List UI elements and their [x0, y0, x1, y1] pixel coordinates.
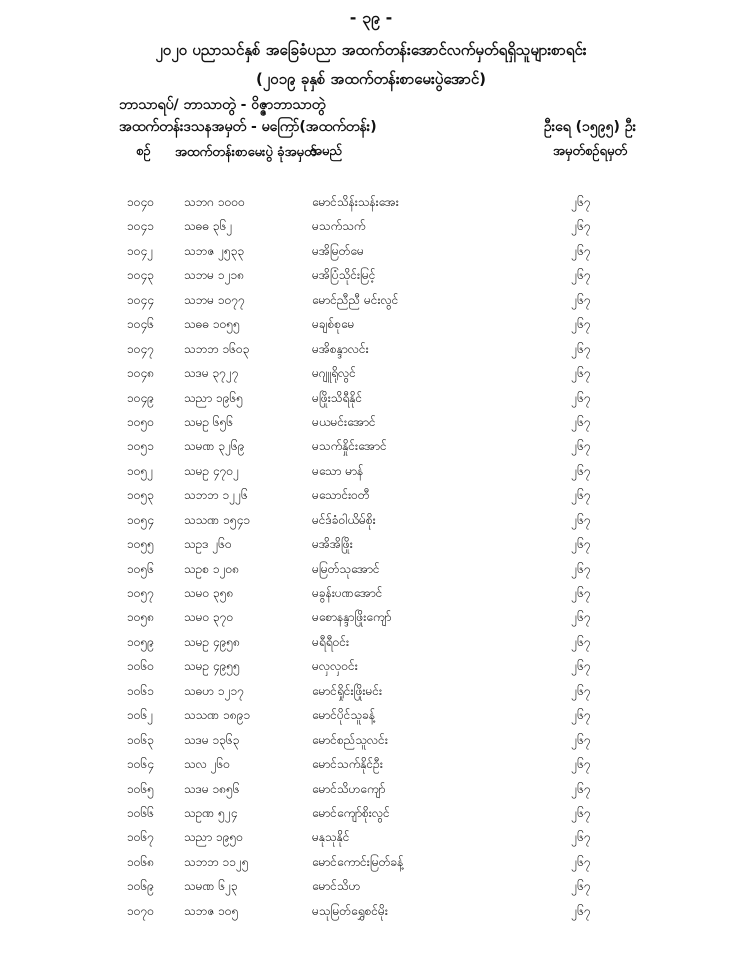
student-name: မောင်ရှိုင်းဖြိုးမင်း [312, 683, 383, 698]
registration-number: သမဏ ၃၂၆၉ [184, 439, 245, 454]
row-number: ၁၀၅၃ [127, 488, 154, 503]
student-name: မလှလှဝင်း [312, 659, 358, 674]
table-row [0, 728, 742, 752]
row-number: ၁၀၄၁ [127, 219, 154, 234]
result-value: ၂၆၇ [571, 879, 591, 894]
row-number: ၁၀၄၇ [127, 341, 154, 356]
result-value: ၂၆၇ [571, 854, 591, 869]
row-number: ၁၀၄၂ [127, 243, 154, 258]
registration-number: သညာ ၁၉၆၅ [184, 390, 243, 405]
table-row [0, 483, 742, 507]
result-value: ၂၆၇ [571, 195, 591, 209]
table-row [0, 214, 742, 238]
result-value: ၂၆၇ [571, 463, 591, 478]
student-name: မောင်ကောင်းမြတ်ခန့် [312, 854, 404, 869]
result-value: ၂၆၇ [571, 317, 591, 332]
registration-number: သဘဘ ၁၂၂၆ [184, 488, 248, 503]
registration-number: သဒမ ၁၈၅၆ [184, 781, 240, 796]
results-table [0, 190, 742, 923]
registration-number: သမဏ ၆၂၃ [184, 879, 238, 894]
table-row [0, 899, 742, 923]
result-value: ၂၆၇ [571, 219, 591, 234]
table-row [0, 361, 742, 385]
table-row [0, 752, 742, 776]
registration-number: သဘမ ၁၀၇၇ [184, 292, 245, 307]
row-number: ၁၀၄၉ [127, 390, 154, 405]
result-value: ၂၆၇ [571, 634, 591, 649]
result-value: ၂၆၇ [571, 341, 591, 356]
registration-number: သဘဇ ၁၀၅ [184, 903, 239, 918]
row-number: ၁၀၅၁ [127, 439, 154, 454]
student-name: မဂျူရိုလွင် [312, 366, 356, 381]
table-row [0, 190, 742, 214]
result-value: ၂၆၇ [571, 561, 591, 576]
registration-number: သဥစ ၁၂၀၈ [184, 561, 240, 576]
student-name: မရီရီဝင်း [312, 634, 350, 649]
location-line: အထက်တန်းဒသနအမှတ် - မကြော်(အထက်တန်း) [119, 119, 377, 135]
row-number: ၁၀၆၁ [127, 683, 154, 698]
document-title: ၂၀၂၀ ပညာသင်နှစ် အခြေခံပညာ အထက်တန်းအောင်လက်မှတ်ရရှိသူများစာရင်း [155, 41, 587, 59]
result-value: ၂၆၇ [571, 805, 591, 820]
row-number: ၁၀၆၆ [127, 805, 154, 820]
student-name: မသောင်းဝတီ [312, 488, 370, 503]
result-value: ၂၆၇ [571, 414, 591, 429]
row-number: ၁၀၆၄ [127, 757, 154, 772]
result-value: ၂၆၇ [571, 586, 591, 600]
row-number: ၁၀၆၃ [127, 732, 154, 747]
registration-number: သဘမ ၁၂၁၈ [184, 268, 245, 283]
column-header-name: အမည် [310, 144, 342, 159]
result-value: ၂၆၇ [571, 610, 591, 625]
student-name: မောင်သိဟ [312, 879, 361, 894]
row-number: ၁၀၆၈ [127, 854, 155, 869]
student-name: မသက်သက် [312, 219, 366, 234]
student-name: မချစ်စုမေ [312, 317, 355, 332]
table-row [0, 581, 742, 605]
result-value: ၂၆၇ [571, 512, 591, 527]
table-row [0, 508, 742, 532]
result-value: ၂၆၇ [571, 390, 591, 405]
registration-number: သဘဘ ၁၆၀၃ [184, 341, 250, 356]
result-value: ၂၆၇ [571, 659, 591, 674]
registration-number: သဘဂ ၁၀၀၀ [184, 195, 245, 209]
row-number: ၁၀၅၄ [127, 512, 154, 527]
student-count: ဦးရေ (၁၅၉၅) ဦး [543, 119, 637, 135]
table-row [0, 654, 742, 678]
row-number: ၁၀၄၀ [127, 195, 154, 209]
result-value: ၂၆၇ [571, 268, 591, 283]
document-subtitle: (၂၀၁၉ ခုနှစ် အထက်တန်းစာမေးပွဲအောင်) [255, 70, 487, 88]
row-number: ၁၀၄၃ [127, 268, 154, 283]
result-value: ၂၆၇ [571, 903, 591, 918]
result-value: ၂၆၇ [571, 439, 591, 454]
table-row [0, 263, 742, 287]
result-value: ၂၆၇ [571, 366, 591, 381]
result-value: ၂၆၇ [571, 781, 591, 796]
registration-number: သမဥ ၆၅၆ [184, 414, 234, 429]
row-number: ၁၀၄၆ [127, 317, 154, 332]
registration-number: သဓဓ ၁၀၅၅ [184, 317, 240, 332]
registration-number: သဥဒ ၂၆၀ [184, 537, 232, 552]
registration-number: သမဥ ၄၉၅၈ [184, 634, 241, 649]
result-value: ၂၆၇ [571, 683, 591, 698]
row-number: ၁၀၅၈ [127, 610, 155, 625]
student-name: မင်ဒ်ခံဝါယိမ်စိုး [312, 512, 376, 527]
table-row [0, 630, 742, 654]
row-number: ၁၀၆၉ [127, 879, 154, 894]
student-name: မဖြိုးသိရီနိုင် [312, 390, 363, 405]
row-number: ၁၀၅၂ [127, 463, 154, 478]
table-row [0, 557, 742, 581]
student-name: မောင်ညီညီ မင်းလွင် [312, 292, 399, 307]
registration-number: သဒမ ၃၇၂၇ [184, 366, 239, 381]
table-row [0, 288, 742, 312]
student-name: မောင်ပိုင်သူခန့် [312, 708, 376, 723]
registration-number: သညာ ၁၉၅၀ [184, 830, 243, 845]
student-name: မောင်သက်နိုင်ဦး [312, 757, 383, 772]
row-number: ၁၀၆၇ [127, 830, 154, 845]
table-row [0, 850, 742, 874]
student-name: မမြတ်သုအောင် [312, 561, 380, 576]
table-row [0, 801, 742, 825]
table-row [0, 703, 742, 727]
student-name: မအိမြတ်မေ [312, 243, 364, 258]
student-name: မောင်စည်သူလင်း [312, 732, 388, 747]
result-value: ၂၆၇ [571, 537, 591, 552]
table-row [0, 777, 742, 801]
result-value: ၂၆၇ [571, 708, 591, 723]
table-row [0, 386, 742, 410]
result-value: ၂၆၇ [571, 732, 591, 747]
table-row [0, 312, 742, 336]
student-name: မစောနန္ဒာဖြိုးကျော် [312, 610, 392, 625]
student-name: မခွန်းပဏအောင် [312, 586, 383, 600]
table-row [0, 532, 742, 556]
table-row [0, 434, 742, 458]
student-name: မယမင်းအောင် [312, 414, 376, 429]
registration-number: သမဝ ၃၅၈ [184, 586, 234, 600]
row-number: ၁၀၆၅ [127, 781, 154, 796]
registration-number: သလ ၂၆၀ [184, 757, 231, 772]
table-row [0, 459, 742, 483]
registration-number: သမဝ ၃၇၀ [184, 610, 234, 625]
table-row [0, 825, 742, 849]
row-number: ၁၀၅၉ [127, 634, 154, 649]
row-number: ၁၀၄၄ [127, 292, 154, 307]
registration-number: သသဏ ၁၈၉၁ [184, 708, 251, 723]
row-number: ၁၀၅၆ [127, 561, 154, 576]
table-row [0, 874, 742, 898]
subject-line: ဘာသာရပ်/ ဘာသာတွဲ - ဝိဇ္ဇာဘာသာတွဲ [119, 97, 326, 113]
student-name: မသက်နှိုင်းအောင် [312, 439, 387, 454]
column-header-result: အမှတ်စဉ်ရမှတ် [552, 144, 628, 159]
column-header-registration: အထက်တန်းစာမေးပွဲ ခုံအမှတ် [175, 145, 317, 160]
row-number: ၁၀၆၂ [127, 708, 154, 723]
row-number: ၁၀၅၀ [127, 414, 154, 429]
row-number: ၁၀၇၀ [127, 903, 154, 918]
table-row [0, 410, 742, 434]
registration-number: သဘဇ ၂၅၃၃ [184, 243, 245, 258]
table-row [0, 679, 742, 703]
student-name: မအိစန္ဒာလင်း [312, 341, 369, 356]
registration-number: သမဥ ၄၉၅၅ [184, 659, 240, 674]
student-name: မသုမြတ်ရွှေစင်မိုး [312, 903, 388, 918]
registration-number: သဓဟ ၁၂၁၇ [184, 683, 245, 698]
result-value: ၂၆၇ [571, 757, 591, 772]
row-number: ၁၀၄၈ [127, 366, 155, 381]
student-name: မအိအိဖြိုး [312, 537, 353, 552]
table-row [0, 239, 742, 263]
student-name: မသော မာန် [312, 463, 364, 478]
student-name: မောင်ကျော်စိုးလွင် [312, 805, 390, 820]
page-number: - ၃၉ - [349, 8, 393, 27]
registration-number: သသဏ ၁၅၄၁ [184, 512, 251, 527]
registration-number: သဘဘ ၁၁၂၅ [184, 854, 249, 869]
student-name: မနုသုနိုင် [312, 830, 350, 845]
row-number: ၁၀၆၀ [127, 659, 154, 674]
student-name: မောင်သိဟကျော် [312, 781, 386, 796]
result-value: ၂၆၇ [571, 830, 591, 845]
student-name: မောင်သိန်းသန်းအေး [312, 195, 399, 209]
registration-number: သဓဓ ၃၆၂ [184, 219, 233, 234]
column-header-number: စဉ် [136, 144, 151, 159]
row-number: ၁၀၅၅ [127, 537, 154, 552]
student-name: မအိပြံသိုင်းမြင့် [312, 268, 376, 283]
row-number: ၁၀၅၇ [127, 586, 154, 600]
result-value: ၂၆၇ [571, 292, 591, 307]
table-row [0, 605, 742, 629]
result-value: ၂၆၇ [571, 243, 591, 258]
registration-number: သဥဏ ၅၂၄ [184, 805, 238, 820]
result-value: ၂၆၇ [571, 488, 591, 503]
registration-number: သဒမ ၁၃၆၃ [184, 732, 240, 747]
table-row [0, 337, 742, 361]
registration-number: သမဥ ၄၇၀၂ [184, 463, 240, 478]
